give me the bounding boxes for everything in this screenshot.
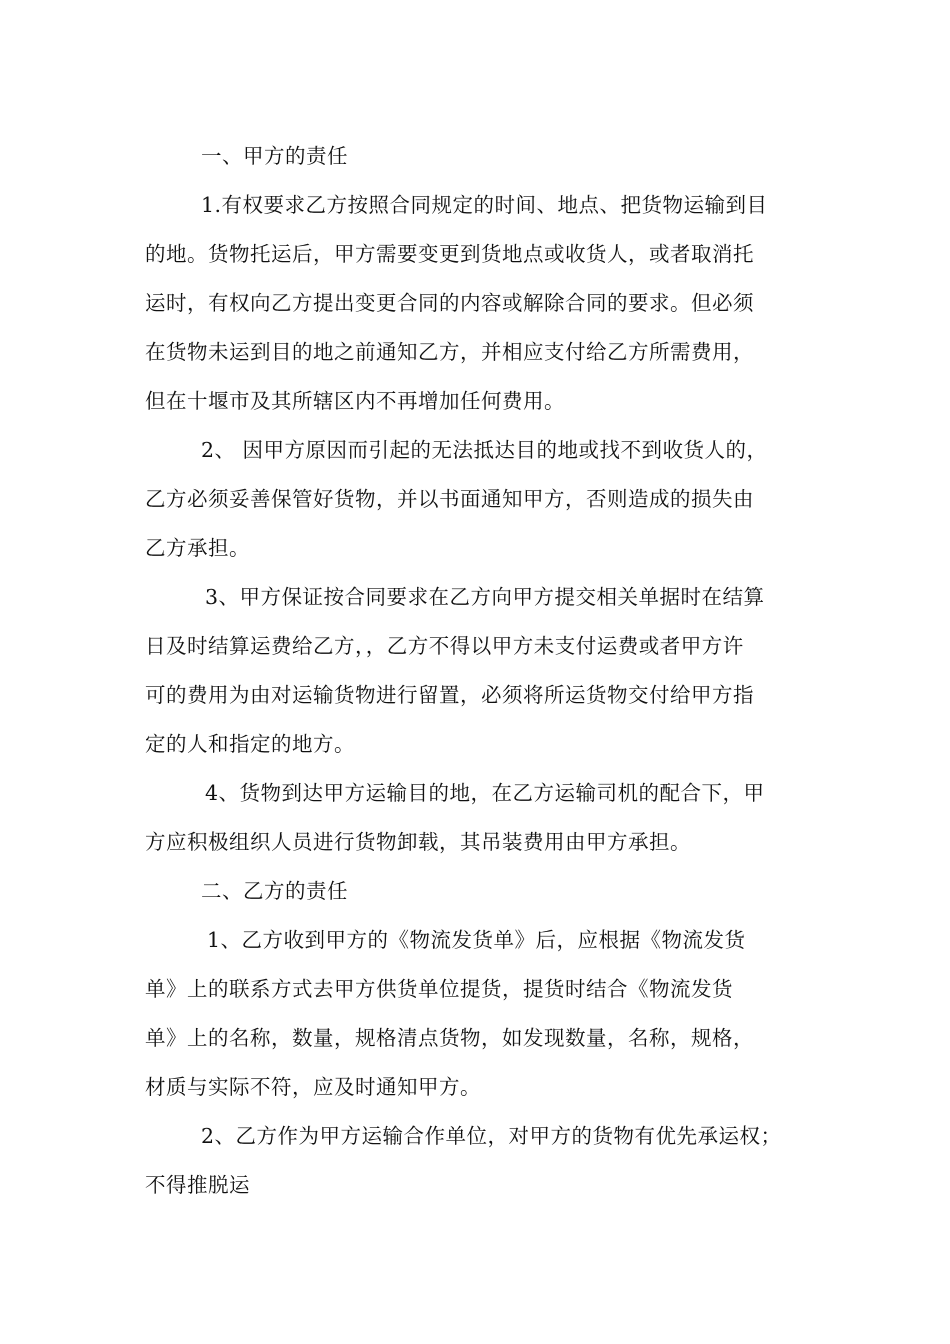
paragraph-a2: [145, 426, 805, 573]
paragraph-line: 材质与实际不符，应及时通知甲方。: [145, 1075, 481, 1099]
paragraph-line: 3、甲方保证按合同要求在乙方向甲方提交相关单据时在结算: [205, 585, 765, 609]
paragraph-line: 1.有权要求乙方按照合同规定的时间、地点、把货物运输到目: [201, 193, 768, 217]
paragraph-line: 不得推脱运: [145, 1173, 250, 1197]
document-page: [145, 132, 805, 1210]
paragraph-line: 运时，有权向乙方提出变更合同的内容或解除合同的要求。但必须: [145, 291, 754, 315]
paragraph-line: 乙方必须妥善保管好货物，并以书面通知甲方，否则造成的损失由: [145, 487, 754, 511]
paragraph-a3: [145, 573, 805, 769]
paragraph-b1: [145, 916, 805, 1112]
paragraph-line: 2、 因甲方原因而引起的无法抵达目的地或找不到收货人的，: [201, 438, 768, 462]
paragraph-a4: [145, 769, 805, 867]
paragraph-a1: [145, 181, 805, 426]
paragraph-line: 定的人和指定的地方。: [145, 732, 355, 756]
paragraph-line: 单》上的联系方式去甲方供货单位提货，提货时结合《物流发货: [145, 977, 733, 1001]
section-heading-party-b: [145, 867, 805, 916]
paragraph-line: 日及时结算运费给乙方，，乙方不得以甲方未支付运费或者甲方许: [145, 634, 744, 658]
paragraph-line: 在货物未运到目的地之前通知乙方，并相应支付给乙方所需费用，: [145, 340, 754, 364]
paragraph-line: 但在十堰市及其所辖区内不再增加任何费用。: [145, 389, 565, 413]
paragraph-line: 方应积极组织人员进行货物卸载，其吊装费用由甲方承担。: [145, 830, 691, 854]
paragraph-b2: [145, 1112, 805, 1210]
paragraph-line: 单》上的名称，数量，规格清点货物，如发现数量，名称，规格，: [145, 1026, 754, 1050]
paragraph-line: 的地。货物托运后，甲方需要变更到货地点或收货人，或者取消托: [145, 242, 754, 266]
heading-text: 一、甲方的责任: [201, 144, 348, 168]
paragraph-line: 可的费用为由对运输货物进行留置，必须将所运货物交付给甲方指: [145, 683, 754, 707]
paragraph-line: 乙方承担。: [145, 536, 250, 560]
paragraph-line: 4、货物到达甲方运输目的地，在乙方运输司机的配合下，甲: [205, 781, 765, 805]
heading-text: 二、乙方的责任: [201, 879, 348, 903]
paragraph-line: 2、乙方作为甲方运输合作单位，对甲方的货物有优先承运权；: [201, 1124, 782, 1148]
paragraph-line: 1、乙方收到甲方的《物流发货单》后，应根据《物流发货: [207, 928, 746, 952]
section-heading-party-a: [145, 132, 805, 181]
